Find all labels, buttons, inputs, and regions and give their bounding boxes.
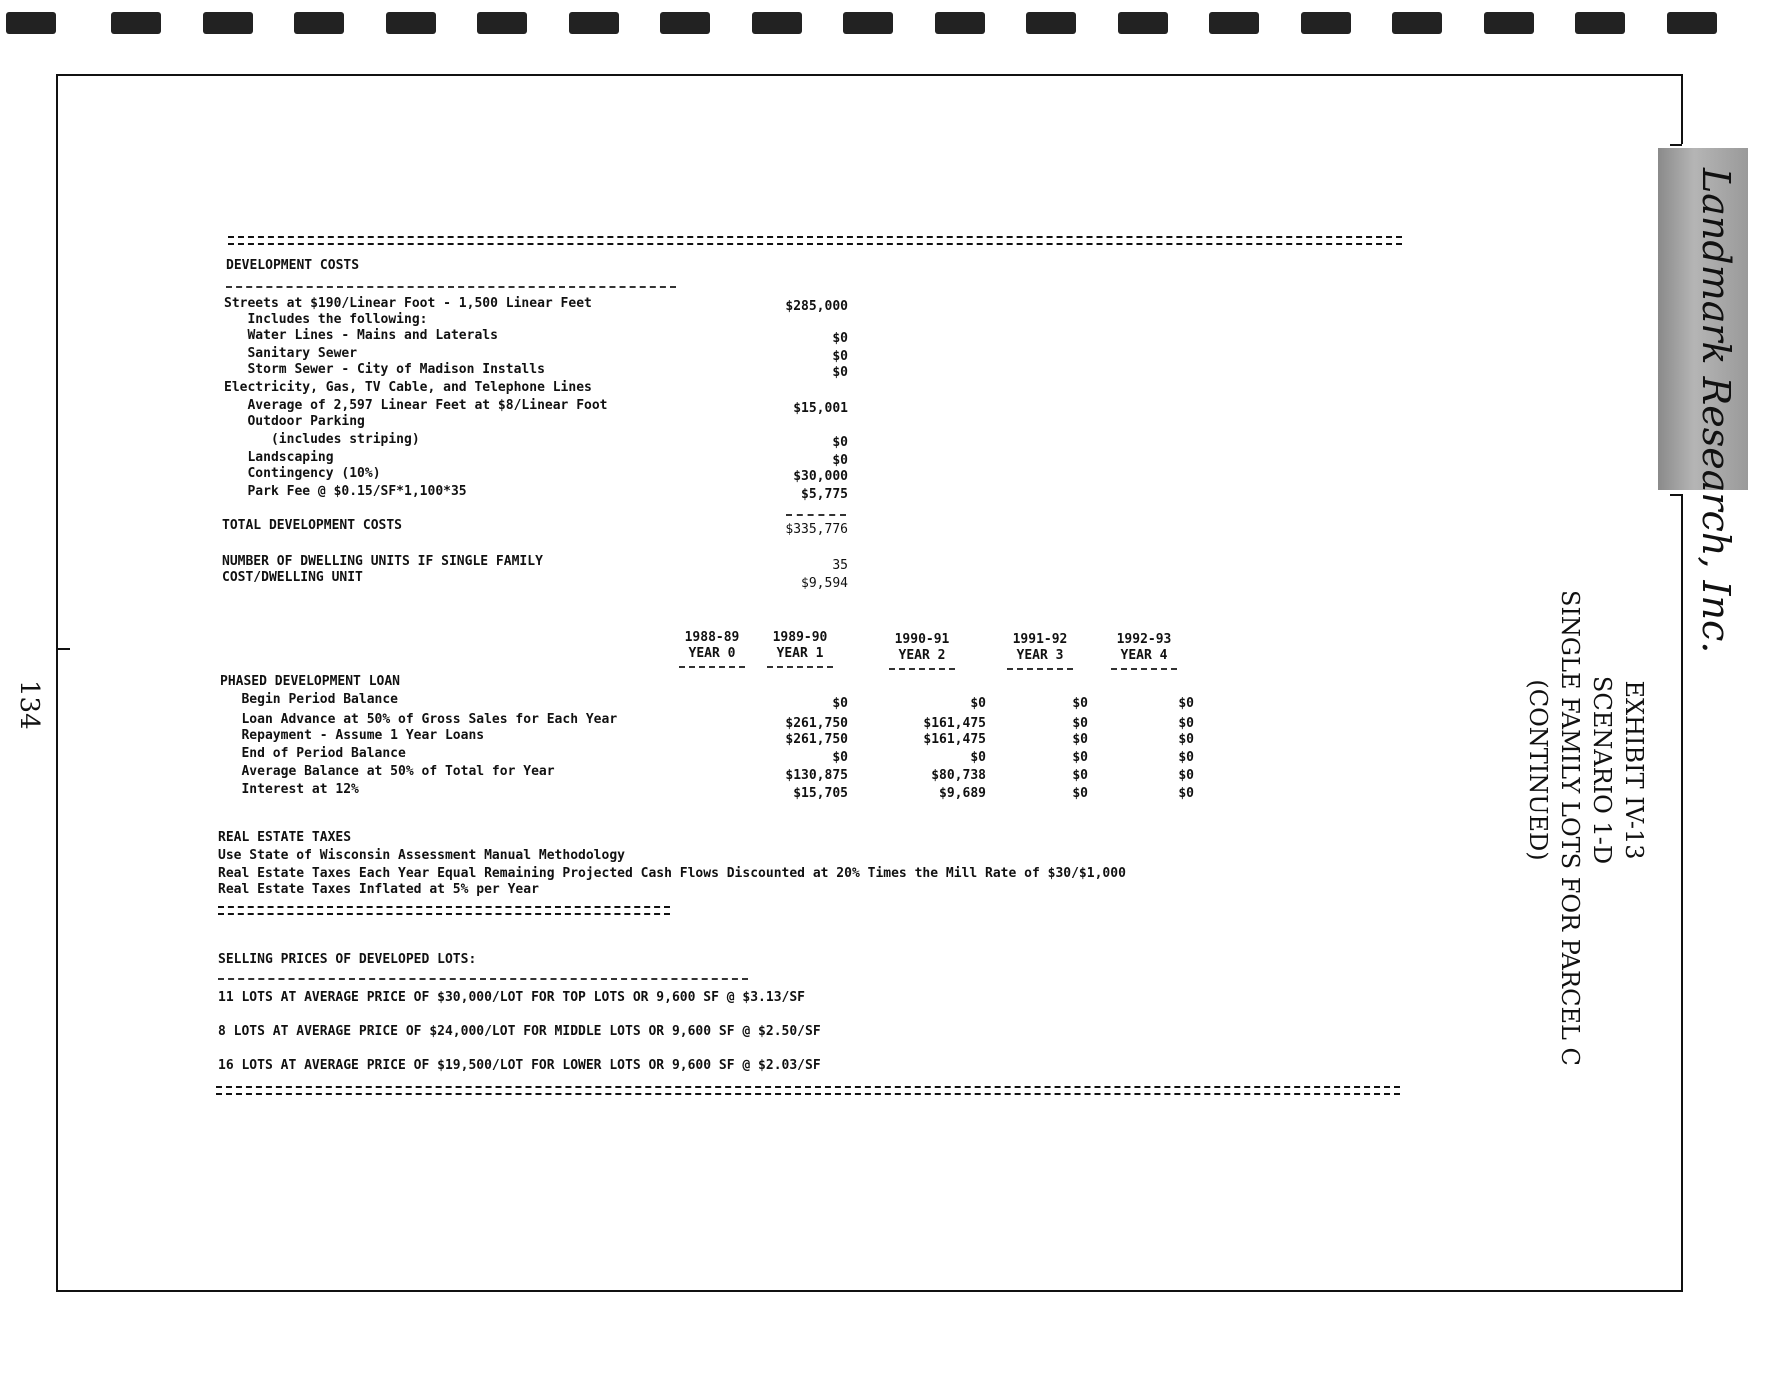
frame-tick	[1670, 144, 1682, 146]
column-label: YEAR 3	[1016, 648, 1064, 663]
loan-row-value: $0	[1178, 786, 1194, 801]
loan-row-value: $0	[1072, 786, 1088, 801]
binder-hole	[477, 12, 527, 34]
loan-column-header	[882, 632, 962, 670]
cost-row-value: $0	[832, 331, 848, 346]
binder-holes	[0, 12, 1767, 36]
column-underline	[1111, 668, 1177, 670]
cost-row-label: Park Fee @ $0.15/SF*1,100*35	[224, 484, 467, 499]
column-year: 1988-89	[684, 630, 740, 645]
binder-hole	[386, 12, 436, 34]
tax-line: Real Estate Taxes Inflated at 5% per Year	[218, 882, 539, 897]
loan-row-value: $0	[1072, 696, 1088, 711]
logo-text: Landmark Research, Inc.	[1694, 168, 1738, 654]
heading-underline	[226, 286, 676, 288]
loan-column-header	[672, 630, 752, 668]
loan-row-value: $0	[1178, 732, 1194, 747]
column-year: 1991-92	[1012, 632, 1068, 647]
binder-hole	[1209, 12, 1259, 34]
cost-row-value: $0	[832, 453, 848, 468]
loan-row-value: $0	[970, 750, 986, 765]
page-number: 134	[14, 680, 44, 730]
loan-row-value: $0	[832, 750, 848, 765]
binder-hole	[1118, 12, 1168, 34]
loan-row-value: $130,875	[785, 768, 848, 783]
binder-hole	[1392, 12, 1442, 34]
loan-row-value: $161,475	[923, 732, 986, 747]
heading-underline	[218, 978, 748, 980]
total-value: $335,776	[785, 522, 848, 537]
column-label: YEAR 2	[898, 648, 946, 663]
loan-row-value: $261,750	[785, 732, 848, 747]
exhibit-title	[1522, 590, 1650, 1066]
separator-rule	[228, 236, 1402, 245]
selling-line: 16 LOTS AT AVERAGE PRICE OF $19,500/LOT FOR LOWER LOTS OR 9,600 SF @ $2.03/SF	[218, 1058, 821, 1073]
cost-row-label: Average of 2,597 Linear Feet at $8/Linear Foot	[224, 398, 608, 413]
binder-hole	[1301, 12, 1351, 34]
exhibit-line: SINGLE FAMILY LOTS FOR PARCEL C	[1556, 590, 1584, 1066]
binder-hole	[660, 12, 710, 34]
cost-unit-value: $9,594	[801, 576, 848, 591]
frame-edge	[1681, 74, 1683, 144]
frame-tick	[1670, 494, 1682, 496]
cost-row-value: $15,001	[793, 401, 848, 416]
loan-row-value: $0	[1178, 750, 1194, 765]
binder-hole	[935, 12, 985, 34]
cost-row-value: $0	[832, 349, 848, 364]
column-label: YEAR 1	[776, 646, 824, 661]
loan-row-label: Interest at 12%	[218, 782, 359, 797]
column-underline	[889, 668, 955, 670]
loan-row-value: $0	[1072, 768, 1088, 783]
cost-row-label: Water Lines - Mains and Laterals	[224, 328, 498, 343]
cost-row-label: Outdoor Parking	[224, 414, 365, 429]
subtotal-rule	[786, 514, 846, 516]
binder-hole	[111, 12, 161, 34]
cost-row-label: Contingency (10%)	[224, 466, 381, 481]
loan-row-value: $0	[970, 696, 986, 711]
binder-hole	[1026, 12, 1076, 34]
binder-hole	[6, 12, 56, 34]
tax-line: Use State of Wisconsin Assessment Manual Methodology	[218, 848, 625, 863]
cost-row-value: $30,000	[793, 469, 848, 484]
cost-row-label: Includes the following:	[224, 312, 428, 327]
cost-row-value: $0	[832, 435, 848, 450]
units-value: 35	[832, 558, 848, 573]
loan-row-value: $0	[832, 696, 848, 711]
loan-column-header	[1000, 632, 1080, 670]
loan-row-label: Begin Period Balance	[218, 692, 399, 707]
exhibit-line: (CONTINUED)	[1524, 679, 1552, 861]
exhibit-line: SCENARIO 1-D	[1588, 675, 1616, 865]
column-year: 1992-93	[1116, 632, 1172, 647]
cost-row-label: Sanitary Sewer	[224, 346, 358, 361]
section-heading: PHASED DEVELOPMENT LOAN	[220, 674, 401, 689]
company-logo	[1658, 148, 1748, 654]
tax-line: Real Estate Taxes Each Year Equal Remaining Projected Cash Flows Discounted at 20% Times the Mill Rate of $30/$1,000	[218, 866, 1126, 881]
loan-column-header	[760, 630, 840, 668]
loan-row-value: $0	[1072, 750, 1088, 765]
cost-row-label: Streets at $190/Linear Foot - 1,500 Linear Feet	[224, 296, 592, 311]
section-heading: DEVELOPMENT COSTS	[226, 258, 360, 273]
cost-row-label: Storm Sewer - City of Madison Installs	[224, 362, 545, 377]
column-label: YEAR 0	[688, 646, 736, 661]
loan-row-value: $0	[1072, 732, 1088, 747]
binder-hole	[843, 12, 893, 34]
column-underline	[767, 666, 833, 668]
binder-hole	[294, 12, 344, 34]
loan-row-value: $9,689	[939, 786, 986, 801]
loan-row-value: $261,750	[785, 716, 848, 731]
cost-row-label: Electricity, Gas, TV Cable, and Telephone Lines	[224, 380, 592, 395]
cost-row-label: Landscaping	[224, 450, 334, 465]
frame-tick	[56, 648, 70, 650]
binder-hole	[1667, 12, 1717, 34]
frame-edge	[1681, 494, 1683, 1292]
loan-row-value: $0	[1072, 716, 1088, 731]
binder-hole	[569, 12, 619, 34]
cost-row-label: (includes striping)	[224, 432, 420, 447]
column-label: YEAR 4	[1120, 648, 1168, 663]
loan-row-label: Average Balance at 50% of Total for Year	[218, 764, 555, 779]
cost-row-value: $5,775	[801, 487, 848, 502]
units-label: NUMBER OF DWELLING UNITS IF SINGLE FAMILY	[222, 554, 543, 569]
exhibit-line: EXHIBIT IV-13	[1620, 680, 1648, 860]
loan-row-value: $15,705	[793, 786, 848, 801]
binder-hole	[752, 12, 802, 34]
loan-row-value: $161,475	[923, 716, 986, 731]
loan-row-label: Loan Advance at 50% of Gross Sales for Each Year	[218, 712, 618, 727]
section-heading: REAL ESTATE TAXES	[218, 830, 352, 845]
loan-row-label: End of Period Balance	[218, 746, 406, 761]
loan-row-value: $80,738	[931, 768, 986, 783]
column-year: 1989-90	[772, 630, 828, 645]
loan-column-header	[1104, 632, 1184, 670]
selling-line: 8 LOTS AT AVERAGE PRICE OF $24,000/LOT FOR MIDDLE LOTS OR 9,600 SF @ $2.50/SF	[218, 1024, 821, 1039]
loan-row-value: $0	[1178, 696, 1194, 711]
cost-row-value: $285,000	[785, 299, 848, 314]
binder-hole	[1575, 12, 1625, 34]
separator-rule	[218, 906, 670, 915]
loan-row-label: Repayment - Assume 1 Year Loans	[218, 728, 485, 743]
column-underline	[679, 666, 745, 668]
selling-line: 11 LOTS AT AVERAGE PRICE OF $30,000/LOT FOR TOP LOTS OR 9,600 SF @ $3.13/SF	[218, 990, 805, 1005]
binder-hole	[1484, 12, 1534, 34]
section-heading: SELLING PRICES OF DEVELOPED LOTS:	[218, 952, 477, 967]
column-year: 1990-91	[894, 632, 950, 647]
total-label: TOTAL DEVELOPMENT COSTS	[222, 518, 403, 533]
separator-rule	[216, 1086, 1400, 1095]
column-underline	[1007, 668, 1073, 670]
loan-row-value: $0	[1178, 768, 1194, 783]
loan-row-value: $0	[1178, 716, 1194, 731]
binder-hole	[203, 12, 253, 34]
cost-unit-label: COST/DWELLING UNIT	[222, 570, 363, 585]
cost-row-value: $0	[832, 365, 848, 380]
